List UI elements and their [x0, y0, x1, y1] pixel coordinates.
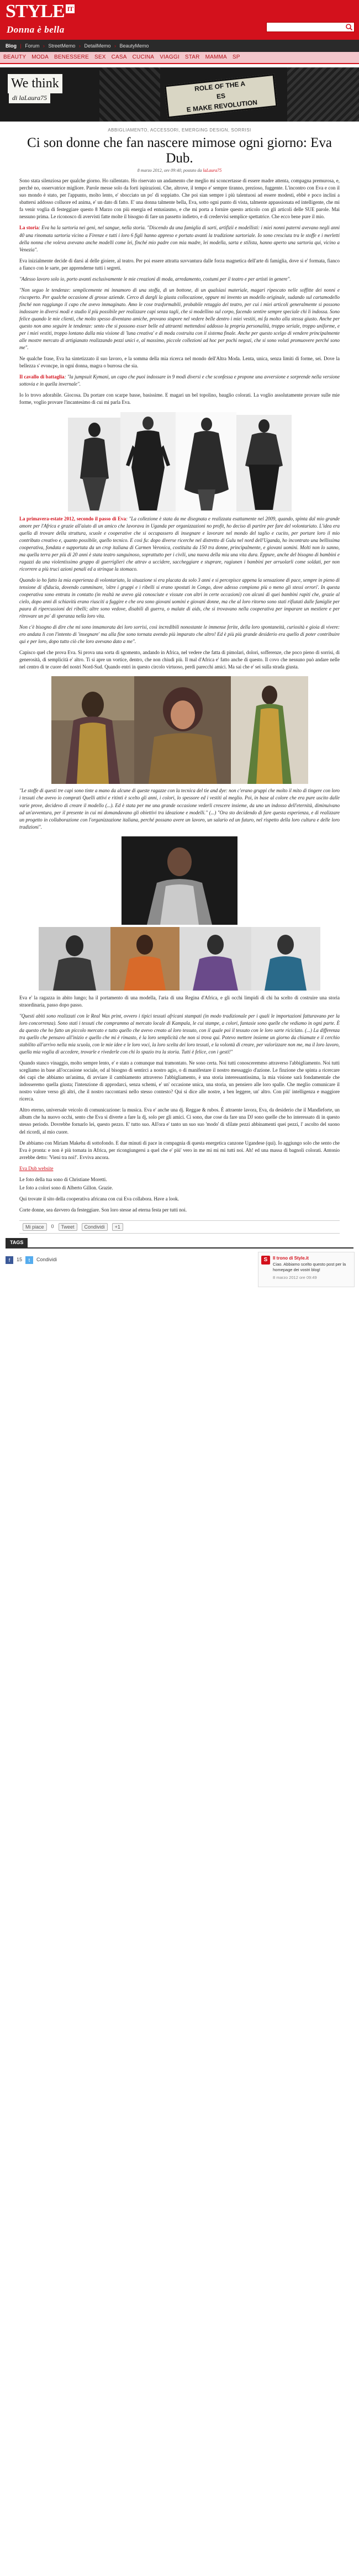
- main-nav: [0, 52, 359, 64]
- author-link[interactable]: laLaura75: [203, 167, 222, 173]
- article-date: 8 marzo 2012,: [137, 167, 164, 173]
- photo[interactable]: [134, 676, 231, 784]
- model-photo-image: [236, 415, 292, 512]
- model-photo-image: [251, 927, 320, 991]
- paragraph: Io lo trovo adorabile. Giocosa. Da portare con scarpe basse, basissime. E magari un bel topolino, bauglio colorati. La voglio assolutamente provare sulle mie forme, voglio provare l'incantesimo di cui mi parla Eva.: [19, 392, 340, 405]
- plusone-button[interactable]: +1: [112, 1223, 123, 1231]
- paragraph-text: : "La collezione è stata da me disegnata e realizzata esattamente nel 2009, quando, spinta dal mio grande amore per l'Africa e grazie all'aiuto di un amico che lavorava in Uganda per organizzazioni no profit, ho deciso di partire per fare del volontariato. L'idea era quella di trovare della struttura, scuole e cooperative che si occupassero di insegnare e lavorare nel mondo del taglio e cucito, per portare loro il mio contributo creativo e, quanto possibile, quello tecnico. E così fu: dopo diverse ricerche nel distretto di Gulu nel nord dell'Uganda, ho incontrato una bellissima cooperativa, fondata e supportata da un crop italiana di Carmen Veronica, costituita da 150 tra donne, principalmente, e giovani uomini. Molti non lo sanno, ma quella terra per più di 20 anni è stata teatro sanguinoso, soprattutto per i civili, una nuova della mia una vita dura. Eppure, anche del bisogno di bambini e ragazzi da una violentissimo gruppo di guerriglieri che attrav a uccidere, saccheggiare e stuprare, ragiunen i bambini per arruolarli come soldati, per non ricorrere a più truci azioni penali ed a strinque la stomaco.: [19, 515, 340, 572]
- paragraph: [19, 287, 340, 351]
- model-photo-image: [110, 927, 180, 991]
- photo[interactable]: [180, 927, 251, 991]
- model-photo-image: [68, 418, 120, 512]
- paragraph: Qui trovate il sito della cooperativa africana con cui Eva collabora. Have a look.: [19, 1195, 180, 1202]
- sign-line: E MAKE REVOLUTION: [186, 98, 258, 114]
- section-label: Il cavallo di battaglia: [19, 374, 65, 380]
- paragraph-text: "Non seguo le tendenze: semplicemente mi innamoro di una stoffa, di un bottone, di un qualsiasi materiale, magari ripescato nelle soffitte dei nonni e riscoperto. Per qualche occasione di grosse aziende. Cerco di dargli la giusta collocazione, oppure mi invento un modello originale, sudando sul cartamodello finché non raggiungo il capo che avevo immaginato. Amo le cose trasformabili, probabile retaggio del teatro, per cui i miei articoli generalmente si possono indossare in diversi modi e studio il più possibile per realizzare capi senza tagli, che si modellino sul corpo, facendo sentire sempre speciale chi li indossa. Sono felice quando le mie clienti, che molto spesso diventano amiche, provano stupore nel vedere belle dentro i miei vestiti, mi fa molto alla stessa giusto. Anche per questo non amo seguire le tendenze: sento che si possono esser belle ed attraenti mettendosi addosso la propria personalità, troppo seriale, troppo uniforme, e per i miei vestiti, troppo lontano dalla mia visione di 'luna creativa' e di moda costruita con il sistema finale. Anche per questo scelgo di vendere principalmente alle mostre mercato di artigianato realizzando pezzi unici e, al massimo, piccole collezioni ad hoc per pochi negozi, che si sono voluti promuovere perché sono me".: [19, 287, 340, 351]
- photo[interactable]: [236, 415, 292, 512]
- paragraph: Sono stata silenziosa per qualche giorno. Ho rallentato. Ho riservato un andamento che meglio mi sconcertasse di essere madre attenta, compagna premurosa, e, perché no, osservatrice migliore. Parole messe solo da forti ispirazioni. Che, altrove, il tempo e' sempre tiranno, prezioso, fuggente. L'incontro con Eva e con il suo mondo è stato, per l'appunto, molto lento, e' sbocciato un po' di soppiatto. Che poi sian sempre i più talentuosi ad essere modesti, ebbè e poco inclini a sbattersi addosso colluore ed anima, e' un dato di fatto. E' una donna talmente bella, Eva, sotto ogni punto di vista, talmente appassionata ed intelligente, che mi fa venir voglia di festeggiare questo 8 Marzo con più energia ed entusiasmo, e che mi porta a fornire questo articolo con gli articoli delle SUE parole. Mai nessuno prima. Le riconosco di avervisti fatte molte il bisogno di fare un passetto indietro, e di credervisi semplice spettatrice. Che ecco bene pure il mio.: [19, 178, 340, 220]
- model-photo-image: [176, 412, 236, 512]
- nav-item-moda[interactable]: MODA: [31, 54, 49, 60]
- paragraph: Altro eterno, universale veicolo di comunicazione: la musica. Eva e' anche una dj. Reggae & rubos. È attraente lavora, Eva, da desiderio che il Mandleforte, un album che ha nuovo occhi, sento che Eva si diverte a fare la dj, solo per gli amici. Ci sono, due cose da fare una DJ sono quelle che ho interessato di in questo stesso periodo. Dovrebbe fornarlo lei, questo pezzo. E' tutto suo. All'ora e' tanto un suo suo 'modo' di sfilate pezzi abbinamenti quei pezzi, l' ascolto del suono del ricordi, al mio cuore.: [19, 1107, 340, 1135]
- tags-section: [6, 1238, 353, 1249]
- section-label: La storia: [19, 225, 39, 231]
- collection-photos-3: [19, 927, 340, 991]
- banner-sign-image: [164, 74, 277, 119]
- article-posted: ore 09:40, postato da: [163, 167, 202, 173]
- streetmemo-link[interactable]: StreetMemo: [48, 43, 76, 49]
- paragraph: [19, 577, 340, 620]
- nav-item-cucina[interactable]: CUCINA: [132, 54, 155, 60]
- promo-date: 8 marzo 2012 ore 09:49: [273, 1275, 317, 1281]
- nav-item-sex[interactable]: SEX: [94, 54, 106, 60]
- paragraph-text: : Eva ha la sartoria nei geni, nel sangue, nella storia. "Discendo da una famiglia di sarti, artifizii e modellisti: i miei nonni paterni avevano negli anni 40 una rinomata sartoria vicino a Firenze e tutti i loro 6 figli hanno appreso e portato avanti la tradizione sartoriale. Io sono cresciuta tra le stoffe e i merletti della nonna che voleva avevano anche modelli come lei, finché mio padre con mia madre, lei modella, sarta e stilista, hanno aperto una sartoria qui, vicino a Venezia".: [19, 225, 340, 252]
- promo-title: Il trono di Style.it: [273, 1255, 309, 1261]
- site-logo[interactable]: [6, 1, 75, 22]
- article-meta: [19, 167, 340, 174]
- tags-label: TAGS: [6, 1238, 28, 1247]
- photo[interactable]: [68, 418, 120, 512]
- model-photo-image: [134, 676, 231, 784]
- model-photo-image: [231, 676, 308, 784]
- paragraph: Eva inizialmente decide di darsi al delle gioiere, al teatro. Per poi essere attratta suvvantura dalle forza magnetica dell'arte di famiglia, dove si e' formata, fianco a fianco con le sarte, per apprenderne tutti i segreti.: [19, 257, 340, 271]
- share-button[interactable]: Condividi: [82, 1223, 108, 1231]
- section-label: La primavera-estate 2012, secondo il passo di Eva: [19, 515, 126, 521]
- twitter-icon[interactable]: t: [25, 1256, 33, 1264]
- share-likes: 15: [17, 1257, 23, 1263]
- promo-box[interactable]: [258, 1252, 355, 1287]
- nav-item-casa[interactable]: CASA: [111, 54, 127, 60]
- collection-photos: [19, 676, 340, 784]
- beautymemo-link[interactable]: BeautyMemo: [119, 43, 149, 49]
- separator: ›: [43, 43, 45, 49]
- share-row: [3, 1256, 59, 1264]
- paragraph: [19, 1165, 340, 1172]
- paragraph: [19, 373, 340, 388]
- nav-item-star[interactable]: STAR: [184, 54, 200, 60]
- separator: ›: [114, 43, 117, 49]
- article-categories[interactable]: ABBIGLIAMENTO, ACCESSORI, EMERGING DESIGN, SORRISI: [108, 128, 251, 133]
- paragraph: Le foto della tua sono di Christiane Moretti.: [19, 1176, 107, 1182]
- paragraph-text: Quando io ho fatto la mia esperienza di volontariato, la situazione si era placata da solo 3 anni e si percepisce appena la sensazione di pace, sempre in pieno di tensione di sfiducia, dovendo camminare, 'oltre i gruppi e i ribelli si erano spostati in Congo, dove adesso compiono più o meno gli stessi orrori'. In questa cooperativa sono entrata in contatto (in realtà ne avevo già conosciute e vissute con altri in certe occasioni) con alcuni di quei bambini rapiti che, grazie al cielo, dopo anni di schiavitù erano riusciti a fuggire e che ora sono giovani uomini e giovani donne, ma che al loro ritorno sono stati rifiutati dalle famiglie per paura di ripercussioni dei ribelli; altre sono vedove, disabili di guerra, o malate di aids, che si trovavano nella cooperativa per imparare un mestiere e per ritrovare un po' di speranza nella loro vita.: [19, 577, 340, 619]
- paragraph: [19, 515, 340, 573]
- sign-line: ROLE OF THE A: [194, 80, 246, 93]
- photo[interactable]: [176, 412, 236, 512]
- style-logo-icon: S: [261, 1256, 270, 1265]
- separator: ›: [78, 43, 81, 49]
- paragraph: [19, 276, 340, 283]
- paragraph: [19, 624, 340, 645]
- photo[interactable]: [110, 927, 180, 991]
- eva-dub-link[interactable]: Eva Dub website: [19, 1165, 54, 1171]
- footer-area: [0, 1249, 359, 1298]
- paragraph: [19, 224, 340, 253]
- paragraph: Le foto a colori sono di Alberto Gillon. Grazie.: [19, 1184, 113, 1190]
- blog-bar: [0, 40, 359, 52]
- paragraph: Eva e' la ragazza in abito lungo; ha il portamento di una modella, l'aria di una Regina d'Africa, e gli occhi limpidi di chi ha scelto di costruire una storia straordinaria, passo dopo passo.: [19, 994, 340, 1008]
- site-header: [0, 0, 359, 40]
- photo[interactable]: [51, 676, 134, 784]
- banner-texture: [99, 67, 160, 122]
- article: [19, 127, 340, 1234]
- photo[interactable]: [251, 927, 320, 991]
- photo[interactable]: [122, 836, 237, 925]
- nav-item-sp[interactable]: SP: [232, 54, 240, 60]
- share-label[interactable]: Condividi: [36, 1257, 57, 1263]
- photo-caption: "Le stoffe di questi tre capi sono tinte a mano da alcune di queste ragazze con la tecnica del tie and dye: non c'erano gruppi che molto il mito di tingere con loro i tessuti che avevo io comprati Quelli attivi e ritinti è scelto gli anni, i colori, lo spessore ed i vestiti al meglio. Poi, in base al colore che era pure uscito dalle varie prove, decidevo di creare il modello (...). Ed è stata per me una grande occasione vederli crescere insieme, da uno un indosso dell'eternità, diminuivano ad un'avventura, per il presente in cui mi domandavano gli obiettivi tra ideazione e modelli." (...) "Ora sto decidendo di fare questa esperienza, e di realizzare un progetto in collaborazione con l'organizzazione italiana, perché possano avere un lavoro, un salario ed un futuro, nel rispetto della loro cultura e delle loro tradizioni".: [19, 788, 340, 830]
- paragraph: Ne qualche frase, Eva ha sintetizzato il suo lavoro, e la somma della mia ricerca nel mondo dell'Altra Moda. Lenta, unica, senza limiti di forme, sei. Dove la bellezza s' evoncpe, in ogni donna, magra o burrosa che sia.: [19, 356, 340, 369]
- share-bar: [19, 1220, 340, 1234]
- paragraph: Capisco quel che prova Eva. Si prova una sorta di sgomento, andando in Africa, nel vedere che fatta di pimolari, dolori, sofferenze, che poco pieno di sorrisi, di generosità, di semplicità e' altro. Ti si apre un vortice, dentro, che non chiudi più. Il mal d'Africa e' fatto anche di questo. Il covo che nessuno può andare nelle nel centro di te cuore del nostri Nord-Sud. Quando entri in questo circolo virtuoso, perdi parecchi amici. Ma sai che e' sei sulla strada giusta.: [19, 650, 340, 670]
- banner-texture: [287, 67, 359, 122]
- model-photo-image: [120, 412, 176, 512]
- paragraph: [19, 1013, 340, 1056]
- collection-photos-2: [19, 836, 340, 925]
- blog-byline: di laLaura75: [9, 93, 50, 103]
- paragraph: Corte donne, sea davvero da festeggiare. Son loro stesse ad eterna festa per tutti noi.: [19, 1207, 187, 1213]
- jumpsuit-photos: [19, 412, 340, 512]
- separator: |: [20, 43, 22, 49]
- paragraph-text: "Adesso lavoro solo io, porto avanti esclusivamente le mie creazioni di moda, arredamento, costumi per il teatro e per artisti in genere".: [19, 276, 291, 282]
- nav-item-beauty[interactable]: BEAUTY: [3, 54, 27, 60]
- paragraph: De abbiamo con Miriam Makeba di sottofondo. E due minuti di pace in compagnia di questa energetica canzone Ugandese (qui). Io aggiungo solo che sento che Eva è pronta: e non è più tornata in Africa, per ricongiungersi a quel che e' più' vero in me mi mi mi tutti noi. Ah! ed una massa di bagnoli colorati. Antonio avrebbe detto: 'Vieni tra noi!'. Evviva ancora.: [19, 1140, 340, 1160]
- paragraph-text: "Questi abiti sono realizzati con le Real Wax print, ovvero i tipici tessuti africani stampati (in modo tradizionale per i quali le importazioni fatturavano per la loro concorrenza). Sono stati i tessuti che comprammo al mercato locale di Kampala, le cui stampe, a colori, fantasie sono quelle che vediamo in ogni parte. È da questo che ho fatto un piccolo mercato e tutto quello che avevo creato al loro tessuto, con il quale poi il tessuto con le loro sarte riciclato. (...) La differenza tra quello che pensavo all'inizio e quello che mi è rimasto, è la loro semplicità che non si trova qui. Potevo mettere insieme un giorno da chiamate e il cerchio stabilito all'arrivo nella mia scuola, con le mie idee e le loro voci, la loro scelta dei loro tessuti, e la volontà di creare, per valorizzare non me, ma il loro lavoro, quella mia voglia di accedere, trovarle e rivederle con chi lo spazio tra la storia. Tutti è felice, con i gesti!": [19, 1013, 340, 1055]
- logo-badge: IT: [66, 4, 75, 13]
- blog-link[interactable]: Blog: [6, 43, 17, 49]
- paragraph-text: : "la jumpsuit Kymani, un capo che puoi indossare in 9 modi diversi e che sconfessa e propone una avversione e sorprende nella versione sottovia e in quella invernale".: [19, 374, 340, 387]
- article-title: Ci son donne che fan nascere mimose ogni giorno: Eva Dub.: [27, 135, 332, 166]
- search-icon[interactable]: [345, 23, 353, 31]
- photo[interactable]: [39, 927, 110, 991]
- sign-line: ES: [216, 92, 226, 101]
- search-input[interactable]: [267, 23, 344, 31]
- detailmemo-link[interactable]: DetailMemo: [84, 43, 111, 49]
- model-photo-image: [122, 836, 237, 925]
- photo[interactable]: [231, 676, 308, 784]
- model-photo-image: [39, 927, 110, 991]
- photo[interactable]: [120, 412, 176, 512]
- tweet-button[interactable]: Tweet: [59, 1223, 77, 1231]
- forum-link[interactable]: Forum: [25, 43, 40, 49]
- model-photo-image: [51, 676, 134, 784]
- facebook-icon[interactable]: f: [6, 1256, 13, 1264]
- blog-title[interactable]: We think: [8, 74, 62, 93]
- model-photo-image: [180, 927, 251, 991]
- promo-text: Ciao. Abbiamo scelto questo post per la homepage dei vostri blog!: [273, 1261, 346, 1273]
- paragraph-text: Non c'è bisogno di dire che mi sono innamorata dei loro sorrisi, così incredibili nonostante le immense ferite, della loro spontaneità, curiosità e gioia di vivere: ero andata lì con l'intento di 'insegnare' ma alla fine sono tornata avendo più imparato che altro! Ed è più più grande desiderio era quello di poter contribuire qui e per loro, dopo tutto ciò che loro avevano dato a me".: [19, 624, 340, 645]
- like-count: 0: [51, 1224, 54, 1230]
- nav-item-benessere[interactable]: BENESSERE: [54, 54, 89, 60]
- nav-item-viaggi[interactable]: VIAGGI: [160, 54, 180, 60]
- search-box: [266, 22, 355, 32]
- logo-text: STYLE: [6, 1, 65, 22]
- site-tagline: Donna è bella: [7, 24, 65, 35]
- paragraph: Quando stanco vinaggio, molto sempre lento, e' e stato a comunque mai tramontato. Ne sono certa. Noi tutti conosceremmo attraverso l'abbigliamento. Noi tutti scegliamo in base all'occasione sociale, od al bisogno di sentirci a nostro agio, o di manifestare il nostro messaggio d'azione. Le finzione che spinta a ricercare dei capi che abbiamo un'anima, di avviare il cambiamento attraverso l'abbigliamento, è una storia interessantissima, la mia visione sarà fondamentale che indosseremo quella giusta; l'intenzione di approdarci, senza schemi, e' un' occasione unica, una storia, un pensiero alle loro spalle. Che meglio comunicare il nostro valore verso gli altri, che il nostro raccontarsi nello stesso contesto? Qui si dice alle nostre, a ben leggere, un' altro. Con più' intelligenza e maggiore ricerca.: [19, 1060, 340, 1102]
- nav-item-mamma[interactable]: MAMMA: [205, 54, 227, 60]
- blog-banner: [0, 67, 359, 122]
- like-button[interactable]: Mi piace: [23, 1223, 47, 1231]
